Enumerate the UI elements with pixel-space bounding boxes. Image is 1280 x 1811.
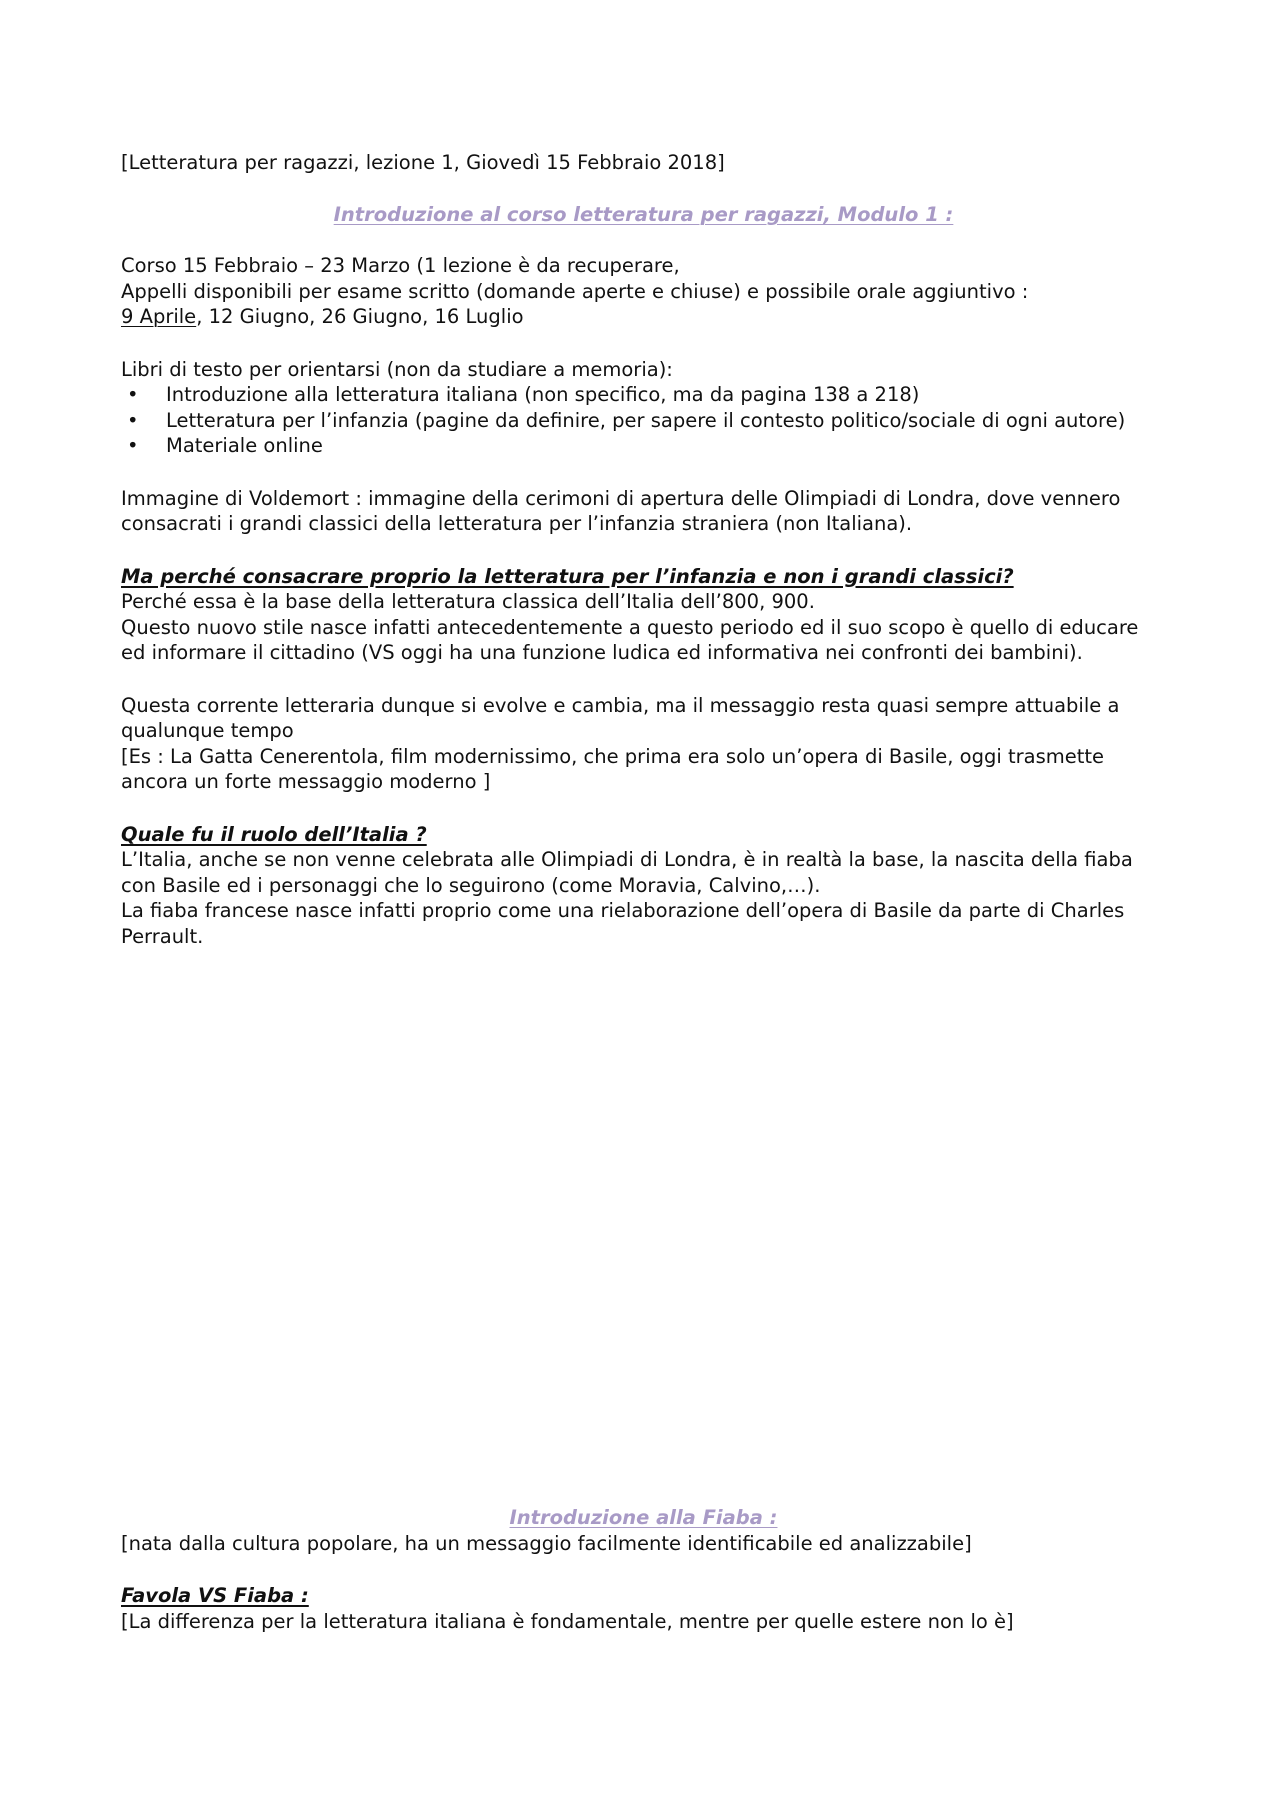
- course-intro-title-row: [121, 202, 1166, 228]
- textbooks-intro: Libri di testo per orientarsi (non da studiare a memoria):: [121, 357, 673, 381]
- list-item: [121, 382, 1166, 408]
- bullet: •: [127, 408, 139, 432]
- list-item: [121, 433, 1166, 459]
- textbooks-list: [121, 382, 1166, 459]
- course-intro-title: Introduzione al corso letteratura per ragazzi, Modulo 1 :: [333, 202, 954, 226]
- answer-paragraph: La fiaba francese nasce infatti proprio come una rielaborazione dell’opera di Basile da parte di Charles Perrault.: [121, 899, 1125, 948]
- bullet: •: [127, 434, 139, 457]
- list-item: [121, 408, 1166, 434]
- question-heading-row: [121, 822, 1166, 848]
- question-heading-row: [121, 564, 1166, 590]
- question-heading: Ma perché consacrare proprio la letteratura per l’infanzia e non i grandi classici?: [121, 564, 1014, 588]
- answer-paragraph: Perché essa è la base della letteratura classica dell’Italia dell’800, 900.: [121, 590, 815, 613]
- question-heading-row: [121, 1583, 1166, 1609]
- exam-date-first: 9 Aprile: [121, 305, 197, 328]
- course-dates-line: Corso 15 Febbraio – 23 Marzo (1 lezione è da recuperare,: [121, 254, 680, 277]
- fiaba-intro-title: Introduzione alla Fiaba :: [509, 1506, 778, 1529]
- document-page: [121, 150, 1166, 1634]
- answer-paragraph: L’Italia, anche se non venne celebrata alle Olimpiadi di Londra, è in realtà la base, la nascita della fiaba con Basile ed i personaggi che lo seguirono (come Moravia, Calvino,…).: [121, 848, 1133, 897]
- fiaba-intro-note: [nata dalla cultura popolare, ha un messaggio facilmente identificabile ed analizzabile]: [121, 1531, 972, 1555]
- fiaba-intro-title-row: [121, 1505, 1166, 1531]
- example-note: [Es : La Gatta Cenerentola, film modernissimo, che prima era solo un’opera di Basile, oggi trasmette ancora un forte messaggio moderno ]: [121, 744, 1105, 793]
- bullet: •: [127, 383, 139, 406]
- favola-vs-fiaba-heading: Favola VS Fiaba :: [121, 1584, 309, 1607]
- answer-paragraph: Questo nuovo stile nasce infatti antecedentemente a questo periodo ed il suo scopo è quello di educare ed informare il cittadino (VS oggi ha una funzione ludica ed informativa nei confronti dei bambini).: [121, 615, 1139, 664]
- favola-vs-fiaba-note: [La differenza per la letteratura italiana è fondamentale, mentre per quelle estere non lo è]: [121, 1609, 1014, 1633]
- question-heading: Quale fu il ruolo dell’Italia ?: [121, 822, 427, 846]
- list-item-text: Materiale online: [166, 434, 323, 457]
- lesson-header: [Letteratura per ragazzi, lezione 1, Giovedì 15 Febbraio 2018]: [121, 151, 725, 174]
- voldemort-paragraph: Immagine di Voldemort : immagine della cerimoni di apertura delle Olimpiadi di Londra, dove vennero consacrati i grandi classici della letteratura per l’infanzia straniera (non Italiana).: [121, 486, 1121, 535]
- list-item-text: Introduzione alla letteratura italiana (non specifico, ma da pagina 138 a 218): [166, 383, 920, 406]
- exam-dates-rest: , 12 Giugno, 26 Giugno, 16 Luglio: [196, 305, 524, 328]
- answer-paragraph: Questa corrente letteraria dunque si evolve e cambia, ma il messaggio resta quasi sempre attuabile a qualunque tempo: [121, 693, 1120, 742]
- exam-sessions-line: Appelli disponibili per esame scritto (domande aperte e chiuse) e possibile orale aggiuntivo :: [121, 279, 1029, 303]
- list-item-text: Letteratura per l’infanzia (pagine da definire, per sapere il contesto politico/sociale di ogni autore): [166, 408, 1126, 432]
- exam-dates-line: [121, 304, 1166, 330]
